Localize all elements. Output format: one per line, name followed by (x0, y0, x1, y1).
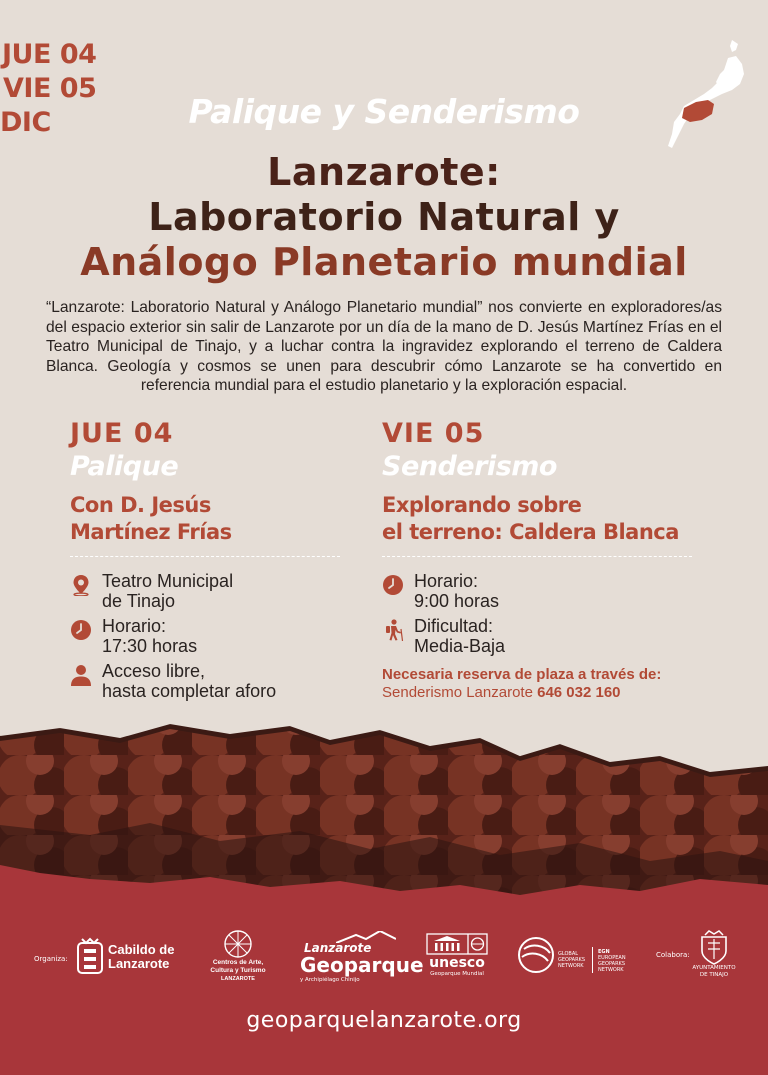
title-line-3: Análogo Planetario mundial (80, 240, 688, 284)
event-column-senderismo (382, 418, 692, 702)
main-title (0, 150, 768, 285)
info-line: 9:00 horas (414, 591, 500, 611)
egn-line-1: EGN (598, 949, 610, 955)
info-line: de Tinajo (102, 591, 176, 611)
centros-logo[interactable] (200, 929, 276, 991)
unesco-line-1: unesco (429, 955, 485, 971)
tinajo-line-2: DE TINAJO (699, 972, 729, 978)
activity-label: Senderismo (382, 451, 557, 482)
location-pin-icon (70, 574, 92, 596)
centros-globe-icon (221, 929, 255, 959)
egn-line-2: EUROPEAN (598, 955, 626, 961)
info-line: Horario: (414, 571, 479, 591)
info-list (382, 571, 692, 656)
clock-icon (382, 574, 404, 596)
logo-divider (592, 947, 593, 973)
clock-icon (70, 619, 92, 641)
reservation-info (382, 666, 692, 702)
hiker-icon (382, 619, 404, 641)
route-line-2: el terreno: Caldera Blanca (382, 520, 679, 544)
sponsor-logos (0, 925, 768, 995)
centros-line-3: LANZAROTE (221, 976, 255, 982)
info-line: Teatro Municipal (102, 571, 234, 591)
cabildo-logo[interactable] (76, 935, 186, 985)
tinajo-crest-icon (699, 929, 729, 965)
info-list (70, 571, 340, 701)
date-line-3: DIC (0, 107, 51, 138)
info-line: Acceso libre, (102, 661, 206, 681)
info-access (70, 661, 340, 701)
route (382, 492, 692, 546)
day-label: JUE 04 (70, 418, 174, 449)
geoparque-logo[interactable] (296, 931, 424, 991)
tinajo-line-1: AYUNTAMIENTO (692, 965, 736, 971)
website-link[interactable]: geoparquelanzarote.org (246, 1008, 522, 1033)
reservation-label: Necesaria reserva de plaza a través de: (382, 666, 662, 683)
ggn-swirl-icon (516, 935, 556, 975)
info-line: Media-Baja (414, 636, 506, 656)
title-line-1: Lanzarote: (267, 150, 501, 194)
reservation-name: Senderismo Lanzarote (382, 684, 533, 701)
speaker-line-2: Martínez Frías (70, 520, 232, 544)
activity-label: Palique (70, 451, 179, 482)
cabildo-line-2: Lanzarote (108, 956, 170, 971)
day-label: VIE 05 (382, 418, 485, 449)
person-icon (70, 664, 92, 686)
unesco-logo[interactable] (422, 933, 492, 989)
centros-line-2: Cultura y Turismo (210, 967, 266, 974)
unesco-temple-icon (426, 933, 488, 955)
centros-line-1: Centros de Arte, (212, 959, 264, 966)
date-line-2: VIE 05 (3, 73, 97, 104)
date-line-1: JUE 04 (2, 39, 97, 70)
cabildo-shield-icon (76, 937, 104, 977)
unesco-line-2: Geoparque Mundial (430, 971, 484, 977)
ggn-line-1: GLOBAL (558, 951, 579, 957)
geoparque-line-2: Geoparque (300, 953, 424, 977)
subtitle: Palique y Senderismo (188, 92, 580, 131)
intro-paragraph: “Lanzarote: Laboratorio Natural y Análogo Planetario mundial” nos convierte en exploradores/as del espacio exterior sin salir de Lanzarote por un día de la mano de D. Jesús Martínez Frías en el Teatro Municipal de Tinajo, y a luchar contra la ingravidez explorando el terreno de Caldera Blanca. Geología y cosmos se unen para descubrir cómo Lanzarote se ha convertido en referencia mundial para el estudio planetario y la exploración espacial. (46, 299, 722, 395)
info-line: Dificultad: (414, 616, 494, 636)
info-line: 17:30 horas (102, 636, 198, 656)
colabora-label: Colabora: (656, 951, 690, 959)
info-line: Horario: (102, 616, 167, 636)
info-location (70, 571, 340, 611)
speaker (70, 492, 340, 546)
ggn-line-3: NETWORK (558, 963, 584, 969)
egn-line-4: NETWORK (598, 967, 624, 973)
speaker-line-1: Con D. Jesús (70, 493, 211, 517)
divider (382, 556, 692, 557)
route-line-1: Explorando sobre (382, 493, 582, 517)
title-line-2: Laboratorio Natural y (148, 195, 620, 239)
cabildo-line-1: Cabildo de (108, 942, 175, 957)
reservation-phone[interactable]: 646 032 160 (537, 684, 621, 701)
ggn-line-2: GEOPARKS (558, 957, 586, 963)
info-difficulty (382, 616, 692, 656)
egn-line-3: GEOPARKS (598, 961, 626, 967)
geoparks-network-logo[interactable] (516, 933, 636, 983)
geoparque-line-3: y Archipiélago Chinijo (300, 977, 360, 983)
tinajo-logo[interactable] (688, 929, 740, 991)
event-column-palique (70, 418, 340, 706)
info-line: hasta completar aforo (102, 681, 277, 701)
info-time (382, 571, 692, 611)
divider (70, 556, 340, 557)
info-time (70, 616, 340, 656)
geoparque-line-1: Lanzarote (304, 941, 372, 955)
organiza-label: Organiza: (34, 955, 68, 963)
